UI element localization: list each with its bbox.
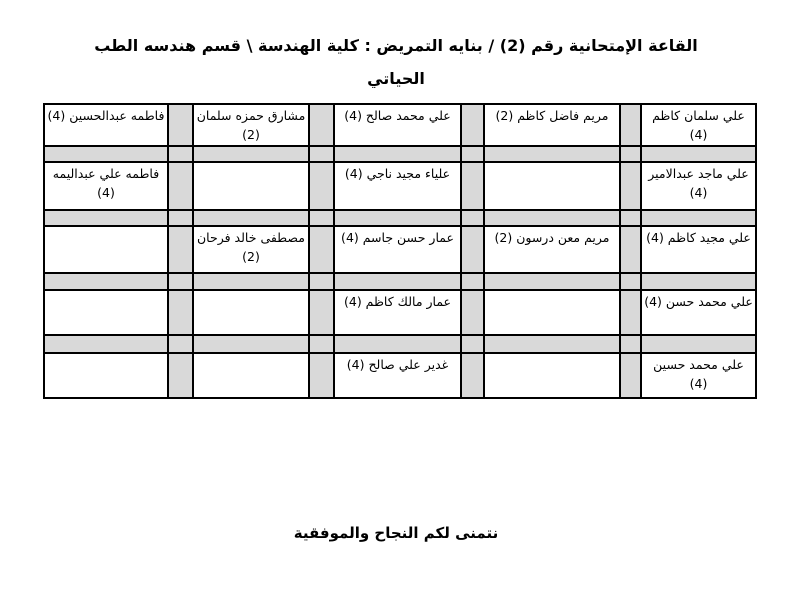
- spacer-cell: [641, 273, 756, 290]
- spacer-cell: [620, 273, 641, 290]
- spacer-row: [44, 335, 756, 353]
- spacer-cell: [168, 162, 193, 210]
- spacer-cell: [309, 335, 334, 353]
- spacer-cell: [309, 226, 334, 273]
- spacer-cell: [168, 226, 193, 273]
- spacer-cell: [193, 273, 309, 290]
- spacer-cell: [461, 226, 484, 273]
- spacer-cell: [484, 335, 620, 353]
- spacer-cell: [620, 162, 641, 210]
- seat-cell: [193, 162, 309, 210]
- seat-row-2: [44, 162, 756, 210]
- seat-cell: [193, 290, 309, 335]
- spacer-row: [44, 273, 756, 290]
- spacer-cell: [168, 104, 193, 146]
- spacer-cell: [461, 104, 484, 146]
- spacer-cell: [309, 104, 334, 146]
- spacer-cell: [44, 210, 168, 226]
- spacer-cell: [334, 210, 461, 226]
- spacer-cell: [309, 146, 334, 162]
- spacer-cell: [461, 290, 484, 335]
- seat-cell: [44, 290, 168, 335]
- spacer-cell: [461, 273, 484, 290]
- spacer-cell: [309, 353, 334, 398]
- spacer-cell: [334, 146, 461, 162]
- seat-cell: [193, 353, 309, 398]
- spacer-cell: [44, 273, 168, 290]
- spacer-cell: [44, 335, 168, 353]
- spacer-cell: [193, 335, 309, 353]
- page-title: [0, 29, 792, 95]
- seat-row-5: [44, 353, 756, 398]
- seat-cell: مريم معن درسون (2): [484, 226, 620, 273]
- spacer-cell: [309, 290, 334, 335]
- spacer-cell: [44, 146, 168, 162]
- spacer-cell: [309, 210, 334, 226]
- spacer-row: [44, 146, 756, 162]
- spacer-cell: [620, 226, 641, 273]
- spacer-cell: [168, 353, 193, 398]
- spacer-row: [44, 210, 756, 226]
- spacer-cell: [309, 162, 334, 210]
- seat-cell: مشارق حمزه سلمان (2): [193, 104, 309, 146]
- spacer-cell: [641, 335, 756, 353]
- seat-cell: [484, 290, 620, 335]
- seat-cell: عمار حسن جاسم (4): [334, 226, 461, 273]
- seat-cell: مريم فاضل كاظم (2): [484, 104, 620, 146]
- spacer-cell: [461, 146, 484, 162]
- spacer-cell: [620, 353, 641, 398]
- seat-cell: علياء مجيد ناجي (4): [334, 162, 461, 210]
- seat-row-3: [44, 226, 756, 273]
- seating-table: [43, 103, 757, 399]
- spacer-cell: [168, 335, 193, 353]
- spacer-cell: [461, 335, 484, 353]
- seat-cell: غدير علي صالح (4): [334, 353, 461, 398]
- page-title-line2: الحياتي: [367, 69, 425, 88]
- spacer-cell: [168, 146, 193, 162]
- spacer-cell: [641, 146, 756, 162]
- seat-cell: مصطفى خالد فرحان (2): [193, 226, 309, 273]
- seat-cell: علي محمد حسين (4): [641, 353, 756, 398]
- spacer-cell: [168, 290, 193, 335]
- spacer-cell: [168, 273, 193, 290]
- spacer-cell: [641, 210, 756, 226]
- spacer-cell: [620, 335, 641, 353]
- seat-cell: فاطمه علي عبداليمه (4): [44, 162, 168, 210]
- spacer-cell: [484, 210, 620, 226]
- seat-row-4: [44, 290, 756, 335]
- spacer-cell: [461, 353, 484, 398]
- seat-cell: علي مجيد كاظم (4): [641, 226, 756, 273]
- seat-cell: [44, 353, 168, 398]
- spacer-cell: [620, 290, 641, 335]
- seat-cell: علي سلمان كاظم (4): [641, 104, 756, 146]
- spacer-cell: [461, 162, 484, 210]
- footer-message: نتمنى لكم النجاح والموفقية: [293, 524, 499, 542]
- seat-cell: [484, 353, 620, 398]
- seat-cell: عمار مالك كاظم (4): [334, 290, 461, 335]
- spacer-cell: [334, 273, 461, 290]
- seat-cell: [44, 226, 168, 273]
- seat-cell: علي ماجد عبدالامير (4): [641, 162, 756, 210]
- spacer-cell: [620, 210, 641, 226]
- spacer-cell: [484, 273, 620, 290]
- spacer-cell: [484, 146, 620, 162]
- spacer-cell: [620, 104, 641, 146]
- seat-row-1: [44, 104, 756, 146]
- spacer-cell: [193, 146, 309, 162]
- seat-cell: فاطمه عبدالحسين (4): [44, 104, 168, 146]
- seat-cell: علي محمد صالح (4): [334, 104, 461, 146]
- page-title-line1: القاعة الإمتحانية رقم (2) / بنايه التمريض : كلية الهندسة \ قسم هندسه الطب: [94, 36, 698, 55]
- spacer-cell: [309, 273, 334, 290]
- seat-cell: علي محمد حسن (4): [641, 290, 756, 335]
- spacer-cell: [334, 335, 461, 353]
- spacer-cell: [168, 210, 193, 226]
- spacer-cell: [620, 146, 641, 162]
- spacer-cell: [461, 210, 484, 226]
- seat-cell: [484, 162, 620, 210]
- spacer-cell: [193, 210, 309, 226]
